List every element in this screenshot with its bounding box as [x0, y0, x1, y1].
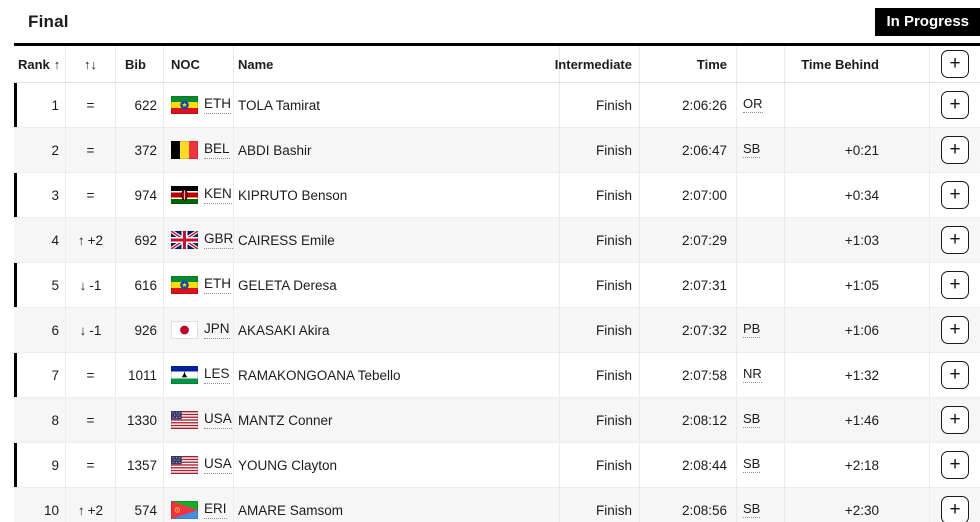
time-cell [640, 488, 737, 522]
intermediate-value: Finish [595, 232, 632, 248]
flag-bel-icon [171, 141, 198, 159]
time-header-label: Time [696, 56, 727, 72]
time-cell [640, 308, 737, 352]
noc-code: JPN [204, 321, 230, 339]
record-abbreviation: OR [743, 97, 763, 114]
noc-code: USA [204, 411, 232, 429]
table-row [14, 262, 980, 307]
bib-cell [116, 353, 164, 397]
rank-cell [14, 443, 66, 487]
rank-change-value: = [86, 97, 95, 113]
table-row [14, 83, 980, 127]
bib-value: 974 [134, 187, 157, 203]
rank-cell [14, 398, 66, 442]
time-behind-cell [785, 218, 930, 262]
expand-row-button[interactable]: + [941, 406, 969, 434]
name-cell [234, 263, 560, 307]
noc-cell [164, 173, 234, 217]
intermediate-value: Finish [595, 187, 632, 203]
noc-cell [164, 488, 234, 522]
time-behind-cell [785, 353, 930, 397]
athlete-name: AKASAKI Akira [238, 322, 330, 338]
bib-value: 1011 [127, 367, 157, 383]
noc-code: KEN [204, 186, 232, 204]
expand-cell [930, 128, 980, 172]
time-value: 2:07:58 [681, 367, 727, 383]
column-header-rank-change[interactable] [66, 46, 116, 82]
record-abbreviation: SB [743, 502, 760, 519]
time-behind-cell [785, 173, 930, 217]
intermediate-value: Finish [595, 97, 632, 113]
column-header-bib [116, 46, 164, 82]
sort-up-down-icon: ↑↓ [84, 56, 97, 72]
athlete-name: AMARE Samsom [238, 502, 344, 518]
column-header-intermediate [554, 46, 640, 82]
column-header-record [737, 46, 785, 82]
time-value: 2:07:32 [681, 322, 727, 338]
record-cell [737, 488, 785, 522]
rank-change-value: -1 [89, 277, 102, 293]
bib-cell [116, 173, 164, 217]
time-value: 2:06:47 [681, 142, 727, 158]
time-value: 2:08:12 [681, 412, 727, 428]
rank-change-value: = [86, 367, 95, 383]
time-behind-value: +1:03 [844, 232, 879, 248]
column-header-rank[interactable] [14, 46, 66, 82]
bib-value: 1357 [126, 457, 157, 473]
name-cell [234, 443, 560, 487]
intermediate-cell [560, 173, 640, 217]
record-cell [737, 398, 785, 442]
rank-cell [14, 218, 66, 262]
bib-cell [116, 128, 164, 172]
time-behind-cell [785, 443, 930, 487]
noc-cell [164, 263, 234, 307]
rank-value: 10 [43, 502, 59, 518]
noc-code: ERI [204, 501, 227, 519]
time-behind-value: +1:32 [844, 367, 879, 383]
athlete-name: MANTZ Conner [238, 412, 333, 428]
name-cell [234, 353, 560, 397]
rank-change-cell [66, 263, 116, 307]
intermediate-value: Finish [595, 322, 632, 338]
bib-value: 692 [134, 232, 157, 248]
rank-cell [14, 263, 66, 307]
bib-cell [116, 218, 164, 262]
rank-header-label: Rank [18, 56, 50, 72]
flag-eri-icon [171, 501, 198, 519]
rank-cell [14, 83, 66, 127]
rank-value: 7 [51, 367, 59, 383]
flag-gbr-icon [171, 231, 198, 249]
bib-value: 926 [134, 322, 157, 338]
table-header-row [14, 46, 980, 83]
table-row [14, 442, 980, 487]
expand-row-button[interactable]: + [941, 316, 969, 344]
rank-change-cell [66, 218, 116, 262]
flag-usa-icon [171, 411, 198, 429]
time-cell [640, 443, 737, 487]
record-cell [737, 83, 785, 127]
time-behind-value: +0:34 [844, 187, 879, 203]
rank-change-value: = [86, 457, 95, 473]
record-cell [737, 308, 785, 352]
intermediate-cell [560, 443, 640, 487]
intermediate-cell [560, 263, 640, 307]
record-abbreviation: SB [743, 412, 760, 429]
rank-cell [14, 308, 66, 352]
rank-change-arrow-icon: ↓ [79, 322, 87, 338]
rank-change-value: -1 [89, 322, 102, 338]
intermediate-cell [560, 83, 640, 127]
time-behind-value: +1:46 [844, 412, 879, 428]
expand-row-button[interactable]: + [941, 496, 969, 522]
rank-value: 8 [51, 412, 59, 428]
bib-value: 574 [134, 502, 157, 518]
time-behind-header-label: Time Behind [801, 56, 879, 72]
rank-cell [14, 128, 66, 172]
bib-cell [116, 398, 164, 442]
expand-cell [930, 263, 980, 307]
record-cell [737, 128, 785, 172]
time-cell [640, 263, 737, 307]
bib-value: 372 [134, 142, 157, 158]
expand-cell [930, 83, 980, 127]
record-abbreviation: SB [743, 142, 760, 159]
time-cell [640, 173, 737, 217]
intermediate-value: Finish [595, 277, 632, 293]
time-behind-value: +1:06 [844, 322, 879, 338]
expand-cell [930, 173, 980, 217]
noc-code: USA [204, 456, 232, 474]
name-cell [234, 218, 560, 262]
rank-change-cell [66, 488, 116, 522]
record-abbreviation: SB [743, 457, 760, 474]
time-behind-value: +0:21 [844, 142, 879, 158]
noc-code: ETH [204, 96, 231, 114]
intermediate-cell [560, 398, 640, 442]
rank-change-value: +2 [87, 502, 104, 518]
record-cell [737, 353, 785, 397]
bib-cell [116, 308, 164, 352]
time-behind-cell [785, 488, 930, 522]
rank-change-arrow-icon: ↑ [77, 232, 85, 248]
rank-change-cell [66, 353, 116, 397]
noc-cell [164, 83, 234, 127]
expand-cell [930, 398, 980, 442]
rank-change-cell [66, 128, 116, 172]
time-behind-cell [785, 398, 930, 442]
column-header-name [234, 46, 560, 82]
time-value: 2:06:26 [681, 97, 727, 113]
athlete-name: CAIRESS Emile [238, 232, 335, 248]
bib-cell [116, 83, 164, 127]
flag-ken-icon [171, 186, 198, 204]
rank-change-cell [66, 308, 116, 352]
column-header-expand [930, 46, 980, 82]
time-behind-cell [785, 263, 930, 307]
expand-all-button[interactable]: + [941, 50, 969, 78]
rank-value: 4 [51, 232, 59, 248]
flag-eth-icon [171, 96, 198, 114]
topbar [0, 0, 980, 43]
bib-cell [116, 263, 164, 307]
bib-header-label: Bib [125, 56, 146, 72]
expand-cell [930, 443, 980, 487]
time-behind-cell [785, 128, 930, 172]
rank-change-value: +2 [87, 232, 104, 248]
intermediate-cell [560, 353, 640, 397]
athlete-name: GELETA Deresa [238, 277, 337, 293]
noc-cell [164, 218, 234, 262]
table-row [14, 487, 980, 522]
bib-cell [116, 443, 164, 487]
record-cell [737, 218, 785, 262]
expand-cell [930, 218, 980, 262]
expand-row-button[interactable]: + [941, 451, 969, 479]
expand-row-button[interactable]: + [941, 226, 969, 254]
noc-cell [164, 128, 234, 172]
table-row [14, 307, 980, 352]
table-row [14, 127, 980, 172]
intermediate-header-label: Intermediate [554, 56, 632, 72]
expand-row-button[interactable]: + [941, 271, 969, 299]
time-behind-cell [785, 83, 930, 127]
expand-cell [930, 488, 980, 522]
noc-cell [164, 308, 234, 352]
name-header-label: Name [238, 56, 274, 72]
intermediate-cell [560, 218, 640, 262]
name-cell [234, 308, 560, 352]
column-header-time-behind [785, 46, 930, 82]
rank-value: 2 [51, 142, 59, 158]
flag-eth-icon [171, 276, 198, 294]
time-cell [640, 218, 737, 262]
noc-cell [164, 443, 234, 487]
intermediate-value: Finish [595, 457, 632, 473]
flag-jpn-icon [171, 321, 198, 339]
rank-cell [14, 488, 66, 522]
athlete-name: ABDI Bashir [238, 142, 312, 158]
intermediate-value: Finish [595, 412, 632, 428]
table-body [14, 83, 980, 522]
expand-row-button[interactable]: + [941, 181, 969, 209]
record-abbreviation: PB [743, 322, 760, 339]
rank-cell [14, 353, 66, 397]
time-behind-value: +2:30 [844, 502, 879, 518]
record-cell [737, 173, 785, 217]
table-row [14, 172, 980, 217]
noc-cell [164, 398, 234, 442]
column-header-time [640, 46, 737, 82]
noc-code: BEL [204, 141, 230, 159]
expand-cell [930, 308, 980, 352]
sort-ascending-icon: ↑ [53, 56, 61, 72]
noc-code: LES [204, 366, 230, 384]
bib-value: 616 [134, 277, 157, 293]
flag-usa-icon [171, 456, 198, 474]
results-table [14, 43, 980, 522]
time-behind-value: +2:18 [844, 457, 879, 473]
record-cell [737, 263, 785, 307]
athlete-name: YOUNG Clayton [238, 457, 338, 473]
rank-change-arrow-icon: ↓ [79, 277, 87, 293]
noc-code: ETH [204, 276, 231, 294]
time-value: 2:08:44 [681, 457, 727, 473]
name-cell [234, 398, 560, 442]
intermediate-cell [560, 128, 640, 172]
time-cell [640, 353, 737, 397]
intermediate-cell [560, 488, 640, 522]
rank-cell [14, 173, 66, 217]
rank-value: 6 [51, 322, 59, 338]
time-cell [640, 398, 737, 442]
time-behind-cell [785, 308, 930, 352]
record-cell [737, 443, 785, 487]
intermediate-value: Finish [595, 502, 632, 518]
rank-change-cell [66, 398, 116, 442]
athlete-name: KIPRUTO Benson [238, 187, 348, 203]
expand-cell [930, 353, 980, 397]
rank-value: 5 [51, 277, 59, 293]
name-cell [234, 128, 560, 172]
table-row [14, 397, 980, 442]
bib-value: 622 [134, 97, 157, 113]
bib-cell [116, 488, 164, 522]
bib-value: 1330 [126, 412, 157, 428]
expand-row-button[interactable]: + [941, 361, 969, 389]
athlete-name: TOLA Tamirat [238, 97, 321, 113]
time-value: 2:07:00 [681, 187, 727, 203]
rank-change-arrow-icon: ↑ [77, 502, 85, 518]
rank-value: 1 [51, 97, 59, 113]
rank-change-cell [66, 443, 116, 487]
time-value: 2:07:31 [681, 277, 727, 293]
intermediate-value: Finish [595, 367, 632, 383]
name-cell [234, 173, 560, 217]
intermediate-value: Finish [595, 142, 632, 158]
table-row [14, 217, 980, 262]
rank-change-cell [66, 83, 116, 127]
rank-change-cell [66, 173, 116, 217]
noc-code: GBR [204, 231, 233, 249]
time-behind-value: +1:05 [844, 277, 879, 293]
rank-change-value: = [86, 187, 95, 203]
name-cell [234, 488, 560, 522]
rank-value: 9 [51, 457, 59, 473]
record-abbreviation: NR [743, 367, 762, 384]
rank-change-value: = [86, 412, 95, 428]
status-badge: In Progress [875, 8, 980, 36]
rank-change-value: = [86, 142, 95, 158]
rank-value: 3 [51, 187, 59, 203]
time-value: 2:08:56 [681, 502, 727, 518]
flag-les-icon [171, 366, 198, 384]
time-cell [640, 128, 737, 172]
expand-row-button[interactable]: + [941, 136, 969, 164]
name-cell [234, 83, 560, 127]
noc-header-label: NOC [171, 56, 200, 72]
time-cell [640, 83, 737, 127]
column-header-noc [164, 46, 234, 82]
intermediate-cell [560, 308, 640, 352]
noc-cell [164, 353, 234, 397]
table-row [14, 352, 980, 397]
expand-row-button[interactable]: + [941, 91, 969, 119]
athlete-name: RAMAKONGOANA Tebello [238, 367, 401, 383]
time-value: 2:07:29 [681, 232, 727, 248]
page-title: Final [28, 11, 69, 31]
